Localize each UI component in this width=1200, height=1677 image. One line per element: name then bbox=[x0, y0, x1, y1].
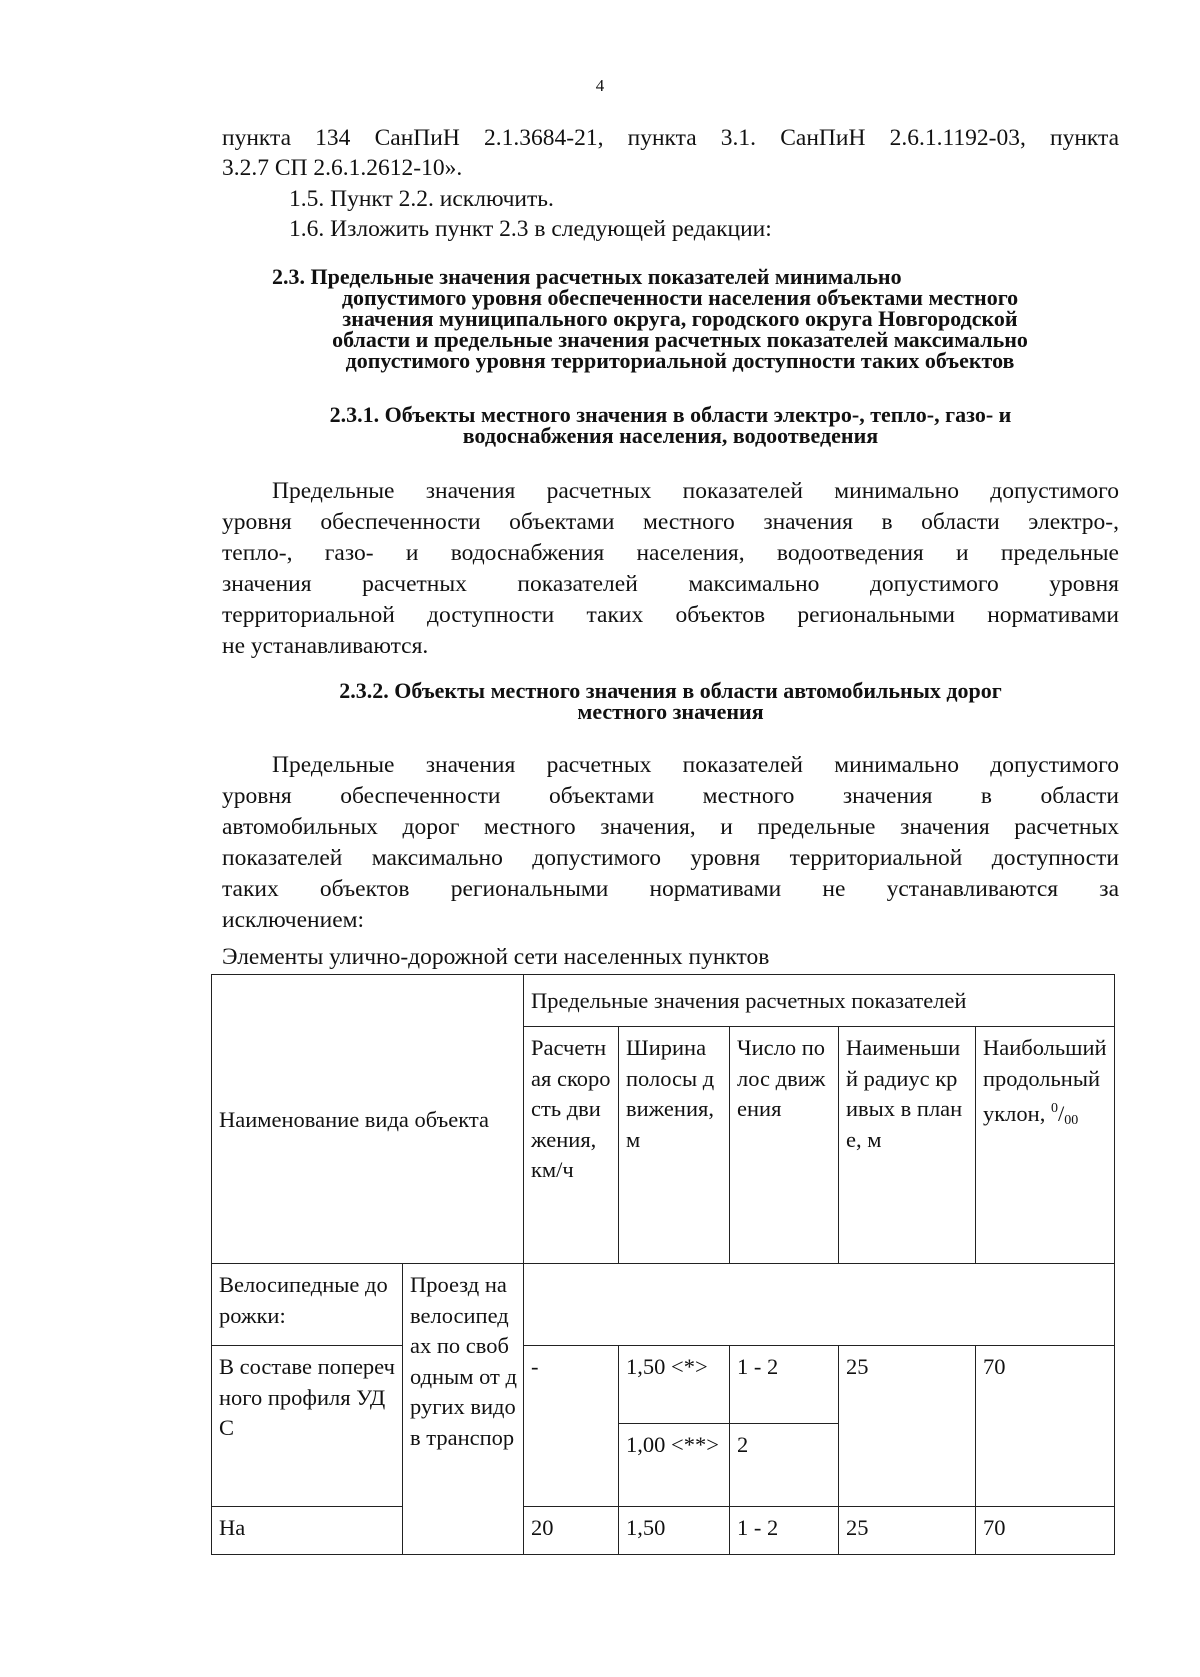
row-on-radius: 25 bbox=[839, 1507, 976, 1555]
page-number: 4 bbox=[595, 76, 605, 95]
section-2-3-2-paragraph-line: таких объектов региональными нормативами не устанавливаются за bbox=[222, 876, 1119, 902]
row-on-name: На bbox=[212, 1507, 403, 1555]
row-on-slope: 70 bbox=[976, 1507, 1115, 1555]
section-2-3-line: области и предельные значения расчетных показателей максимально bbox=[332, 327, 1028, 352]
intro-line-1: пункта 134 СанПиН 2.1.3684-21, пункта 3.1. СанПиН 2.6.1.1192-03, пункта bbox=[222, 125, 1119, 151]
section-2-3-1-paragraph-line: значения расчетных показателей максимально допустимого уровня bbox=[222, 571, 1119, 597]
section-2-3-heading bbox=[240, 266, 1120, 371]
row-bike-paths: Велосипедные дорожки: bbox=[212, 1264, 403, 1346]
section-2-3-2-heading bbox=[222, 680, 1119, 722]
header-lane-width: Ширина полосы движения, м bbox=[619, 1027, 730, 1264]
section-2-3-1-heading-line: 2.3.1. Объекты местного значения в области электро-, тепло-, газо- и bbox=[329, 402, 1012, 427]
header-max-slope-label: Наибольший продольный уклон, bbox=[983, 1035, 1107, 1126]
header-speed: Расчетная скорость движения, км/ч bbox=[524, 1027, 619, 1264]
row-in-profile-lanes-b: 2 bbox=[730, 1424, 839, 1507]
header-lane-count: Число полос движения bbox=[730, 1027, 839, 1264]
section-2-3-2-paragraph-line: исключением: bbox=[222, 907, 365, 933]
header-limit-values: Предельные значения расчетных показателей bbox=[524, 975, 1115, 1027]
row-on-width: 1,50 bbox=[619, 1507, 730, 1555]
slope-unit: $^0/_{00}$ bbox=[1050, 1101, 1079, 1128]
section-2-3-line: 2.3. Предельные значения расчетных показателей минимально bbox=[272, 264, 902, 289]
row-in-profile-lanes-a: 1 - 2 bbox=[730, 1346, 839, 1424]
row-on-speed: 20 bbox=[524, 1507, 619, 1555]
section-2-3-1-paragraph-line: Предельные значения расчетных показателей минимально допустимого bbox=[272, 478, 1119, 504]
standards-table bbox=[211, 974, 1115, 1555]
item-1-6: 1.6. Изложить пункт 2.3 в следующей редакции: bbox=[289, 216, 772, 242]
header-min-radius: Наименьший радиус кривых в плане, м bbox=[839, 1027, 976, 1264]
item-1-5: 1.5. Пункт 2.2. исключить. bbox=[289, 186, 554, 212]
row-in-profile-radius: 25 bbox=[839, 1346, 976, 1507]
section-2-3-2-heading-line: 2.3.2. Объекты местного значения в области автомобильных дорог bbox=[339, 678, 1002, 703]
row-in-profile-speed: - bbox=[524, 1346, 619, 1507]
row-on-lanes: 1 - 2 bbox=[730, 1507, 839, 1555]
section-2-3-line: значения муниципального округа, городского округа Новгородской bbox=[342, 306, 1018, 331]
header-max-slope bbox=[976, 1027, 1115, 1264]
row-in-profile-width-b: 1,00 <**> bbox=[619, 1424, 730, 1507]
row-in-profile-name: В составе поперечного профиля УДС bbox=[212, 1346, 403, 1507]
section-2-3-2-paragraph-line: уровня обеспеченности объектами местного значения в области bbox=[222, 783, 1119, 809]
section-2-3-1-heading-line: водоснабжения населения, водоотведения bbox=[462, 423, 879, 448]
section-2-3-1-paragraph-line: не устанавливаются. bbox=[222, 633, 429, 659]
table-caption: Элементы улично-дорожной сети населенных пунктов bbox=[222, 944, 770, 970]
section-2-3-2-heading-line: местного значения bbox=[577, 699, 764, 724]
section-2-3-1-paragraph-line: тепло-, газо- и водоснабжения населения, водоотведения и предельные bbox=[222, 540, 1119, 566]
row-in-profile-slope: 70 bbox=[976, 1346, 1115, 1507]
section-2-3-1-paragraph-line: уровня обеспеченности объектами местного значения в области электро-, bbox=[222, 509, 1119, 535]
header-object-name: Наименование вида объекта bbox=[212, 975, 524, 1264]
row-in-profile-width-a: 1,50 <*> bbox=[619, 1346, 730, 1424]
section-2-3-2-paragraph-line: автомобильных дорог местного значения, и предельные значения расчетных bbox=[222, 814, 1119, 840]
section-2-3-1-heading bbox=[222, 404, 1119, 446]
intro-line-2: 3.2.7 СП 2.6.1.2612-10». bbox=[222, 155, 463, 181]
section-2-3-line: допустимого уровня обеспеченности населения объектами местного bbox=[341, 285, 1019, 310]
section-2-3-1-paragraph-line: территориальной доступности таких объектов региональными нормативами bbox=[222, 602, 1119, 628]
section-2-3-line: допустимого уровня территориальной доступности таких объектов bbox=[345, 348, 1015, 373]
row-bike-paths-empty bbox=[524, 1264, 1115, 1346]
row-bike-description: Проезд на велосипедах по свободным от других видов транспор bbox=[403, 1264, 524, 1555]
section-2-3-2-paragraph-line: Предельные значения расчетных показателей минимально допустимого bbox=[272, 752, 1119, 778]
section-2-3-2-paragraph-line: показателей максимально допустимого уровня территориальной доступности bbox=[222, 845, 1119, 871]
